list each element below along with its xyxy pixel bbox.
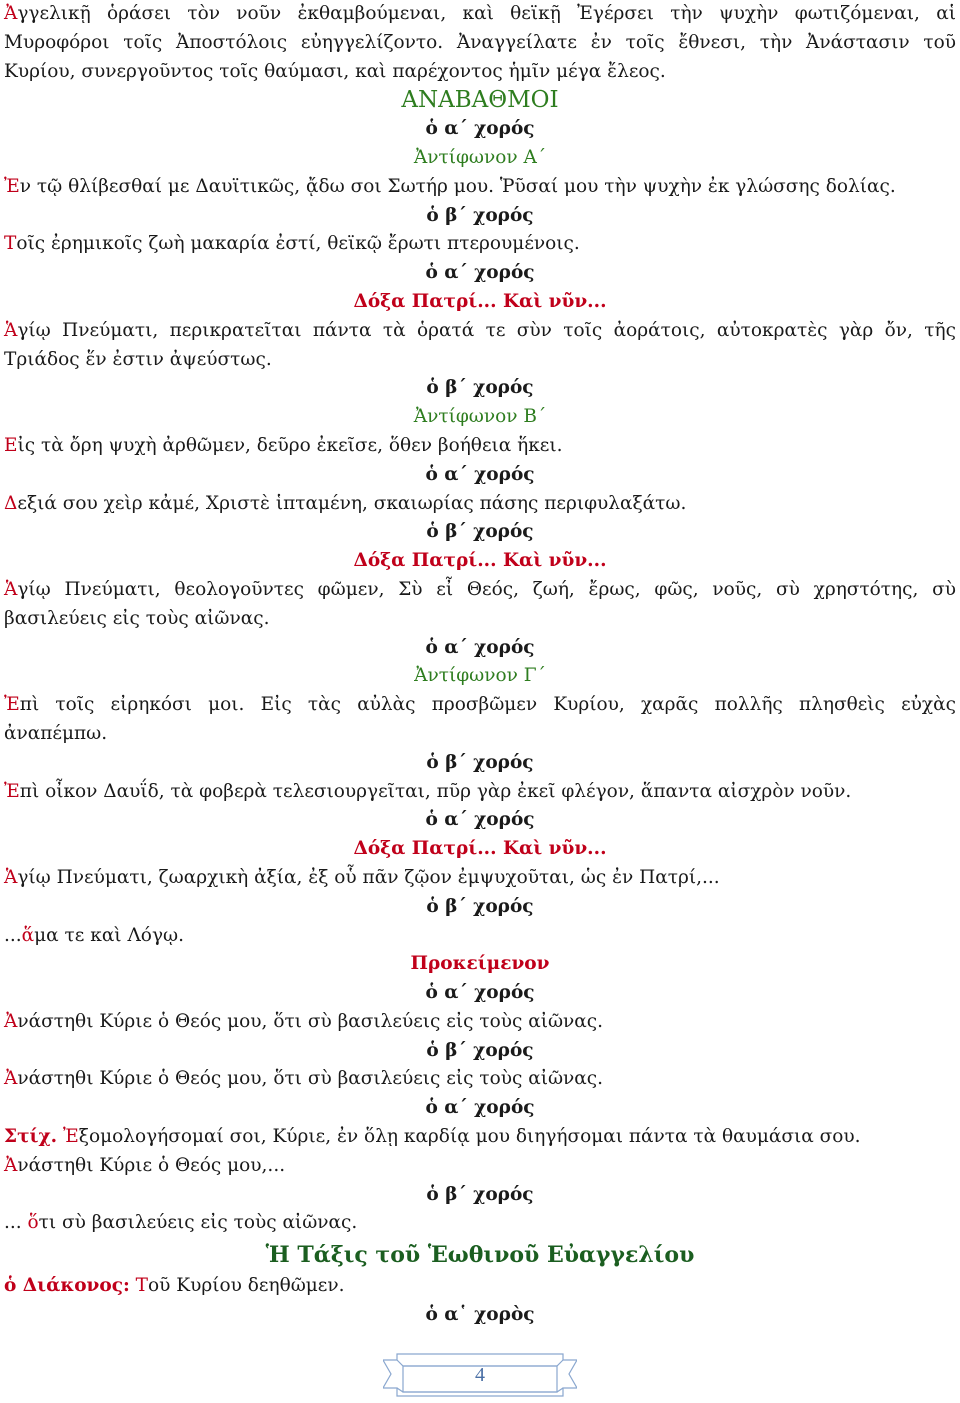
section-title: Ἡ Τάξις τοῦ Ἑωθινοῦ Εὐαγγελίου	[265, 1242, 695, 1269]
doxa-heading: Δόξα Πατρί... Καὶ νῦν...	[353, 838, 607, 860]
heading-anavathmoi: ΑΝΑΒΑΘΜΟΙ	[401, 87, 559, 114]
antifonon-heading: Ἀντίφωνον Α΄	[413, 146, 547, 168]
doxa-heading: Δόξα Πατρί... Καὶ νῦν...	[353, 550, 607, 572]
choir-label: ὁ α΄ χορός	[425, 636, 535, 658]
choir-label: ὁ α῾ χορὸς	[425, 1304, 535, 1326]
choir-label: ὁ α΄ χορός	[425, 262, 535, 284]
drop-letter: Ἀ	[4, 3, 18, 24]
choir-label: ὁ α΄ χορός	[425, 982, 535, 1004]
verse: Ἀνάστηθι Κύριε ὁ Θεός μου, ὅτι σὺ βασιλεύεις εἰς τοὺς αἰῶνας.	[4, 1068, 604, 1090]
verse: Ἁγίῳ Πνεύματι, περικρατεῖται πάντα τὰ ὁρατά τε σὺν τοῖς ἀοράτοις, αὐτοκρατὲς γὰρ ὄν, τῆς	[4, 319, 956, 341]
deacon-line: ὁ Διάκονος: Τοῦ Κυρίου δεηθῶμεν.	[4, 1275, 345, 1297]
choir-label: ὁ β΄ χορός	[426, 895, 534, 917]
verse: Ἐν τῷ θλίβεσθαί με Δαυϊτικῶς, ᾄδω σοι Σωτήρ μου. Ῥῦσαί μου τὴν ψυχὴν ἐκ γλώσσης δολίας.	[4, 175, 896, 197]
choir-label: ὁ α΄ χορός	[425, 463, 535, 485]
verse: Δεξιά σου χεὶρ κἀμέ, Χριστὲ ἱπταμένη, σκαιωρίας πάσης περιφυλαξάτω.	[4, 492, 687, 514]
verse-continuation: ἀναπέμπω.	[4, 722, 108, 744]
text-line: Μυροφόροι τοῖς Ἀποστόλοις εὐηγγελίζοντο. Ἀναγγείλατε ἐν τοῖς ἔθνεσι, τὴν Ἀνάστασιν τοῦ	[4, 31, 956, 53]
text-line: Ἀγγελικῇ ὁράσει τὸν νοῦν ἐκθαμβούμεναι, καὶ θεϊκῇ Ἐγέρσει τὴν ψυχὴν φωτιζόμεναι, αἱ	[4, 3, 956, 24]
stichos: Στίχ. Ἐξομολογήσομαί σοι, Κύριε, ἐν ὅλῃ καρδίᾳ μου διηγήσομαι πάντα τὰ θαυμάσια σου.	[4, 1126, 861, 1148]
choir-label: ὁ β΄ χορός	[426, 1039, 534, 1061]
doxa-heading: Δόξα Πατρί... Καὶ νῦν...	[353, 290, 607, 312]
verse-continuation: βασιλεύεις εἰς τοὺς αἰῶνας.	[4, 607, 270, 629]
choir-label: ὁ α΄ χορός	[425, 1097, 535, 1119]
page-number-banner	[383, 1352, 577, 1398]
verse: Εἰς τὰ ὄρη ψυχὴ ἀρθῶμεν, δεῦρο ἐκεῖσε, ὅθεν βοήθεια ἥκει.	[4, 434, 563, 456]
choir-label: ὁ β΄ χορός	[426, 1183, 534, 1205]
antifonon-heading: Ἀντίφωνον Γ΄	[414, 665, 546, 687]
verse-continuation: Τριάδος ἕν ἐστιν ἀψεύστως.	[4, 348, 272, 370]
choir-label: ὁ β΄ χορός	[426, 751, 534, 773]
prokeimenon-heading: Προκείμενον	[410, 953, 550, 975]
choir-label: ὁ α΄ χορός	[425, 809, 535, 831]
choir-label: ὁ β΄ χορός	[426, 204, 534, 226]
choir-label: ὁ β΄ χορός	[426, 521, 534, 543]
verse: Ἐπὶ οἶκον Δαυΐδ, τὰ φοβερὰ τελεσιουργεῖται, πῦρ γὰρ ἐκεῖ φλέγον, ἅπαντα αἰσχρὸν νοῦν.	[4, 780, 852, 802]
verse: Ἁγίῳ Πνεύματι, ζωαρχικὴ ἀξία, ἐξ οὗ πᾶν ζῷον ἐμψυχοῦται, ὡς ἐν Πατρί,...	[4, 866, 720, 888]
antifonon-heading: Ἀντίφωνον Β΄	[413, 406, 547, 428]
verse: ... ὅτι σὺ βασιλεύεις εἰς τοὺς αἰῶνας.	[4, 1212, 358, 1234]
choir-label: ὁ β΄ χορός	[426, 377, 534, 399]
verse: Ἁγίῳ Πνεύματι, θεολογοῦντες φῶμεν, Σὺ εἶ Θεός, ζωή, ἔρως, φῶς, νοῦς, σὺ χρηστότης, σὺ	[4, 578, 956, 600]
verse: ...ἅμα τε καὶ Λόγῳ.	[4, 924, 184, 946]
verse: Ἐπὶ τοῖς εἰρηκόσι μοι. Εἰς τὰς αὐλὰς προσβῶμεν Κυρίου, χαρᾶς πολλῆς πλησθεὶς εὐχὰς	[4, 694, 956, 716]
verse: Ἀνάστηθι Κύριε ὁ Θεός μου, ὅτι σὺ βασιλεύεις εἰς τοὺς αἰῶνας.	[4, 1010, 604, 1032]
page-number: 4	[475, 1364, 485, 1386]
verse: Τοῖς ἐρημικοῖς ζωὴ μακαρία ἐστί, θεϊκῷ ἔρωτι πτερουμένοις.	[4, 233, 580, 255]
document-page	[4, 0, 956, 1330]
text-line: Κυρίου, συνεργοῦντος τοῖς θαύμασι, καὶ παρέχοντος ἡμῖν μέγα ἔλεος.	[4, 60, 666, 82]
choir-label: ὁ α΄ χορός	[425, 118, 535, 140]
verse: Ἀνάστηθι Κύριε ὁ Θεός μου,...	[4, 1154, 286, 1176]
